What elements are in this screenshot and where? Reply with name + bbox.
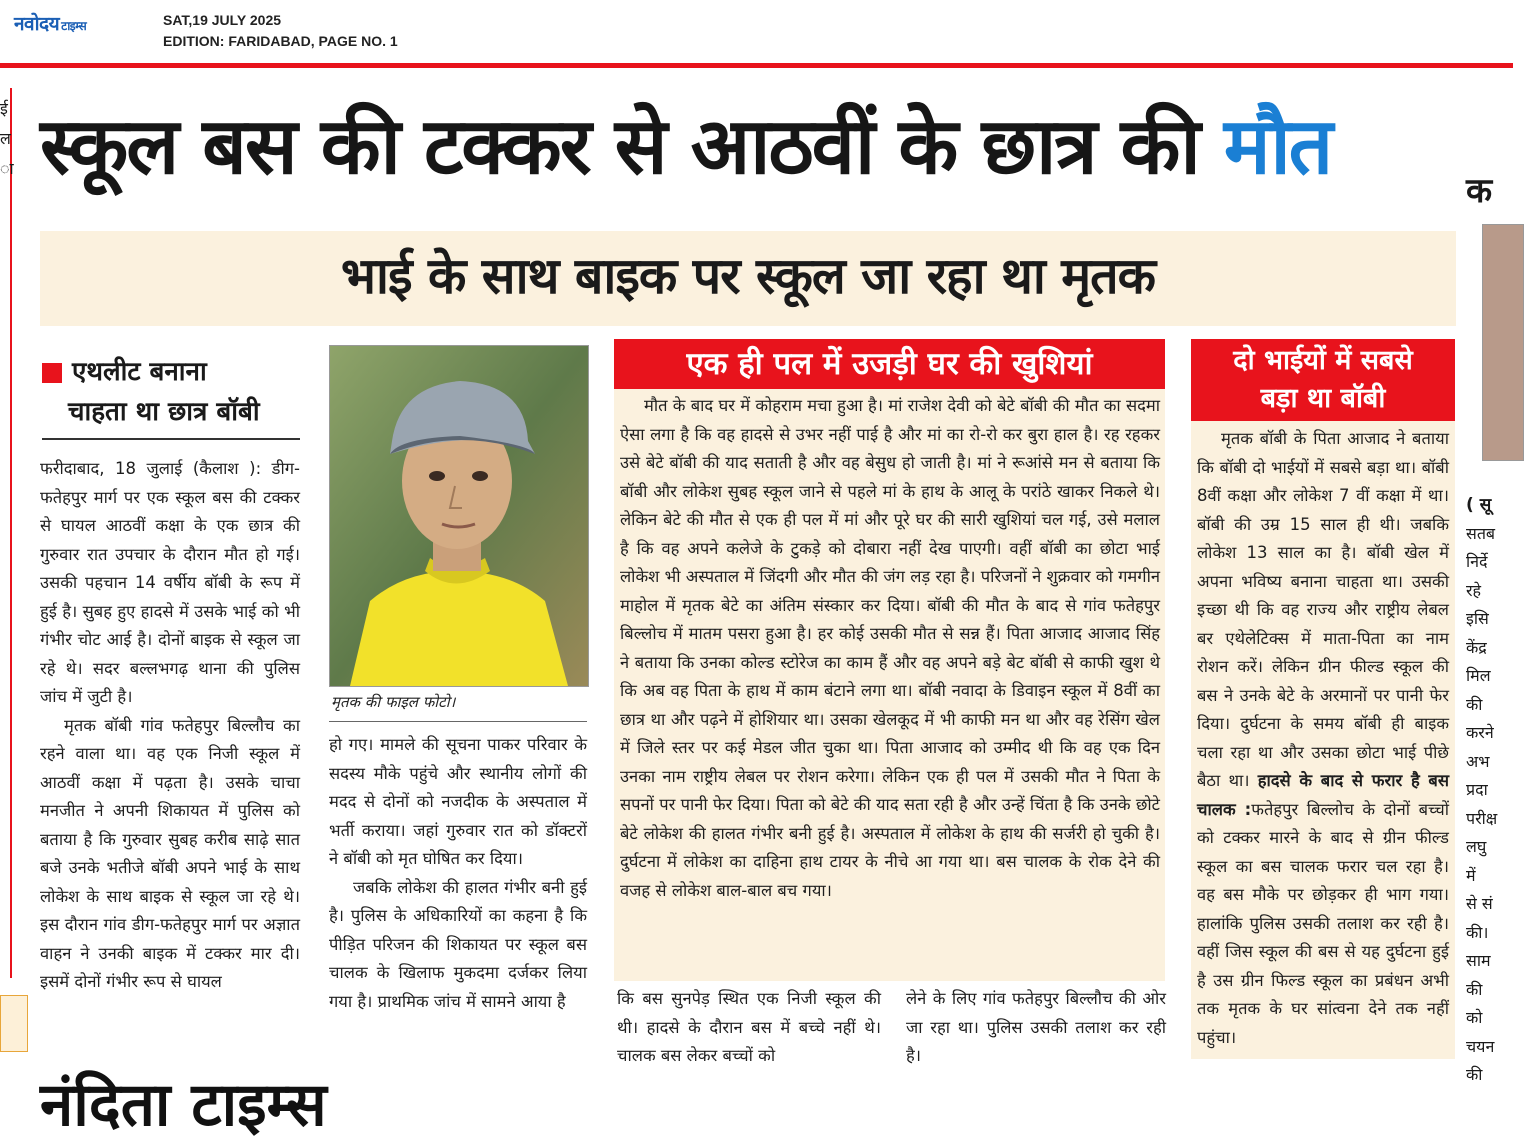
- main-headline: [40, 92, 1460, 202]
- edge-fragment: मिल: [1466, 666, 1491, 685]
- edge-photo: [1482, 224, 1524, 461]
- logo-main: नवोदय: [14, 13, 60, 35]
- adjacent-article-edge: [1466, 68, 1513, 1097]
- edge-fragment: ( सू: [1466, 495, 1492, 515]
- headline-text: स्कूल बस की टक्कर से आठवीं के छात्र की: [40, 102, 1224, 192]
- edge-text: [1466, 520, 1513, 1090]
- edge-fragment: से सं: [1466, 894, 1493, 913]
- newspaper-logo[interactable]: [14, 10, 86, 36]
- subheadline: भाई के साथ बाइक पर स्कूल जा रहा था मृतक: [340, 247, 1156, 305]
- bold-lead: हादसे के बाद से फरार है बस चालक :: [1197, 771, 1450, 819]
- edge-fragment: परीक्ष: [1466, 808, 1498, 828]
- edge-fragment: रहे: [1466, 580, 1482, 600]
- right-box-title-line1: दो भाईयों में सबसे: [1233, 345, 1413, 376]
- headline-highlight: मौत: [1223, 102, 1332, 192]
- dateline: [163, 10, 398, 52]
- left-edge-fragment: ल: [0, 129, 11, 148]
- edge-fragment: केंद्र: [1466, 637, 1487, 657]
- victim-portrait-image: [330, 346, 588, 686]
- side-title-line1: एथलीट बनाना: [72, 357, 207, 387]
- paragraph: [1197, 425, 1449, 1052]
- right-box-body: [1197, 425, 1449, 1052]
- edge-fragment: निर्दे: [1466, 552, 1488, 571]
- next-headline-cutoff: नंदिता टाइम्स: [40, 1070, 327, 1140]
- left-page-edge: [0, 88, 12, 978]
- edition-info: EDITION: FARIDABAD, PAGE NO. 1: [163, 33, 398, 49]
- issue-date: SAT,19 JULY 2025: [163, 12, 282, 28]
- edge-fragment: साम: [1466, 951, 1491, 970]
- edge-fragment: अभ: [1466, 751, 1490, 771]
- caption-rule: [329, 721, 587, 722]
- paragraph: कि बस सुनपेड़ स्थित एक निजी स्कूल की थी। हादसे के दौरान बस में बच्चे नहीं थे। चालक बस लेकर बच्चों को: [617, 989, 881, 1065]
- column-3-continuation: [617, 985, 881, 1071]
- left-edge-fragment: ा: [0, 159, 14, 178]
- side-title: [42, 352, 300, 432]
- victim-photo: [329, 345, 589, 687]
- header-divider: [0, 63, 1513, 68]
- edge-fragment: करने: [1466, 723, 1494, 742]
- column-1: [40, 455, 300, 997]
- left-edge-fragment: ई: [0, 99, 8, 118]
- paragraph: हो गए। मामले की सूचना पाकर परिवार के सदस्य मौके पहुंचे और स्थानीय लोगों की मदद से दोनों को नजदीक के अस्पताल में भर्ती कराया। जहां गुरुवार रात को डॉक्टरों ने बॉबी को मृत घोषित कर दिया।: [329, 735, 587, 868]
- column-2: [329, 731, 587, 1016]
- paragraph: फरीदाबाद, 18 जुलाई (कैलाश ): डीग-फतेहपुर मार्ग पर एक स्कूल बस की टक्कर से घायल आठवीं कक्षा के एक छात्र की गुरुवार रात उपचार के दौरान मौत हो गई। उसकी पहचान 14 वर्षीय बॉबी के रूप में हुई है। सुबह हुए हादसे में उसके भाई को भी गंभीर चोट आई है। दोनों बाइक से स्कूल जा रहे थे। सदर बल्लभगढ़ थाना की पुलिस जांच में जुटी है।: [40, 459, 300, 706]
- logo-sub: टाइम्स: [61, 19, 87, 33]
- edge-fragment: सतब: [1466, 523, 1496, 543]
- edge-fragment: इसि: [1466, 609, 1489, 628]
- edge-fragment: की: [1466, 979, 1483, 999]
- center-box-body: [620, 392, 1160, 905]
- side-title-line2: चाहता था छात्र बॉबी: [68, 397, 260, 427]
- column-4-continuation: [906, 985, 1166, 1071]
- photo-caption: मृतक की फाइल फोटो।: [331, 693, 456, 711]
- edge-fragment: प्रदा: [1466, 780, 1488, 799]
- paragraph: मृतक बॉबी गांव फतेहपुर बिल्लौच का रहने वाला था। वह एक निजी स्कूल में आठवीं कक्षा में पढ़ता है। उसके चाचा मनजीत ने अपनी शिकायत में पुलिस को बताया है कि गुरुवार सुबह करीब साढ़े सात बजे उनके भतीजे बॉबी अपने भाई के साथ लोकेश के साथ बाइक से स्कूल जा रहे थे। इस दौरान गांव डीग-फतेहपुर मार्ग पर अज्ञात वाहन ने उनकी बाइक में टक्कर मार दी। इसमें दोनों गंभीर रूप से घायल: [40, 715, 300, 991]
- edge-fragment: को: [1466, 1008, 1483, 1027]
- edge-fragment: की।: [1466, 922, 1489, 942]
- center-box-title: एक ही पल में उजड़ी घर की खुशियां: [614, 339, 1165, 389]
- paragraph: लेने के लिए गांव फतेहपुर बिल्लौच की ओर जा रहा था। पुलिस उसकी तलाश कर रही है।: [906, 989, 1166, 1065]
- left-edge-box: [0, 995, 28, 1052]
- right-box-title-line2: बड़ा था बॉबी: [1260, 383, 1386, 414]
- paragraph: मौत के बाद घर में कोहराम मचा हुआ है। मां राजेश देवी को बेटे बॉबी की मौत का सदमा ऐसा लगा है कि वह हादसे से उभर नहीं पाई है और मां का रो-रो कर बुरा हाल है। रह रहकर उसे बेटे बॉबी की याद सताती है और वह बेसुध हो जाती है। मां ने रूआंसे मन से बताया कि बॉबी और लोकेश सुबह स्कूल जाने से पहले मां के हाथ के आलू के परांठे खाकर निकले थे। लेकिन बेटे की मौत से एक ही पल में मां और पूरे घर की सारी खुशियां चल गई, उसे मलाल है कि वह अपने कलेजे के टुकड़े को दोबारा नहीं देख पाएगी। वहीं बॉबी का छोटा भाई लोकेश भी अस्पताल में जिंदगी और मौत की जंग लड़ रहा है। परिजनों ने शुक्रवार को गमगीन माहोल में मृतक बेटे का अंतिम संस्कार कर दिया। बॉबी की मौत के बाद से गांव फतेहपुर बिल्लोच में मातम पसरा हुआ है। हर कोई उसकी मौत से सन्न हैं। पिता आजाद आजाद सिंह ने बताया कि उनका कोल्ड स्टोरेज का काम हैं और वह अपने बड़े बेट बॉबी से काफी खुश थे कि अब वह पिता के हाथ में काम बंटाने लगा था। बॉबी नवादा के डिवाइन स्कूल में 8वीं का छात्र था और पढ़ने में होशियार था। उसका खेलकूद में भी काफी मन था और वह रेसिंग खेल में जिले स्तर पर कई मेडल जीत चुका था। पिता आजाद को उम्मीद थी कि वह एक दिन उनका नाम राष्ट्रीय लेबल पर रोशन करेगा। लेकिन एक ही पल में उसकी मौत ने पिता के सपनों पर पानी फेर दिया। पिता को बेटे की याद सता रही है और उन्हें चिंता है कि उनके छोटे बेटे लोकेश की हालत गंभीर बनी हुई है। अस्पताल में लोकेश के हाथ की सर्जरी हो चुकी है। दुर्घटना में लोकेश का दाहिना हाथ टायर के नीचे आ गया था। बस चालक के रोक देने की वजह से लोकेश बाल-बाल बच गया।: [620, 396, 1160, 900]
- edge-fragment: क: [1466, 171, 1493, 211]
- edge-fragment: चयन: [1466, 1036, 1495, 1056]
- side-title-rule: [42, 438, 300, 440]
- paragraph: जबकि लोकेश की हालत गंभीर बनी हुई है। पुलिस के अधिकारियों का कहना है कि पीड़ित परिजन की शिकायत पर स्कूल बस चालक के खिलाफ मुकदमा दर्जकर लिया गया है। प्राथमिक जांच में सामने आया है: [329, 877, 587, 1011]
- edge-fragment: की: [1466, 694, 1483, 714]
- right-box-title: [1191, 339, 1455, 421]
- edge-fragment: लघु: [1466, 837, 1487, 856]
- edge-fragment: की: [1466, 1065, 1483, 1084]
- right-box-text: फतेहपुर बिल्लोच के दोनों बच्चों को टक्कर मारने के बाद से ग्रीन फील्ड स्कूल का बस चालक फरार चल रहा है। वह बस मौके पर छोड़कर ही भाग गया। हालांकि पुलिस उसकी तलाश कर रही है। वहीं जिस स्कूल की बस से यह दुर्घटना हुई है उस ग्रीन फिल्ड स्कूल का प्रबंधन अभी तक मृतक के घर सांत्वना देने तक नहीं पहुंचा।: [1197, 799, 1450, 1047]
- right-box-text: मृतक बॉबी के पिता आजाद ने बताया कि बॉबी दो भाईयों में सबसे बड़ा था। बॉबी 8वीं कक्षा और लोकेश 7 वीं कक्षा में था। बॉबी की उम्र 15 साल ही थी। जबकि लोकेश 13 साल का है। बॉबी खेल में अपना भविष्य बनाना चाहता था। उसकी इच्छा थी कि वह राज्य और राष्ट्रीय लेबल बर एथेलेटिक्स में माता-पिता का नाम रोशन करें। लेकिन ग्रीन फील्ड स्कूल की बस ने उनके बेटे के अरमानों पर पानी फेर दिया। दुर्घटना के समय बॉबी ही बाइक चला रहा था और उसका छोटा भाई पीछे बैठा था।: [1197, 429, 1449, 790]
- edge-fragment: में: [1466, 865, 1476, 885]
- bullet-square-icon: [42, 363, 62, 383]
